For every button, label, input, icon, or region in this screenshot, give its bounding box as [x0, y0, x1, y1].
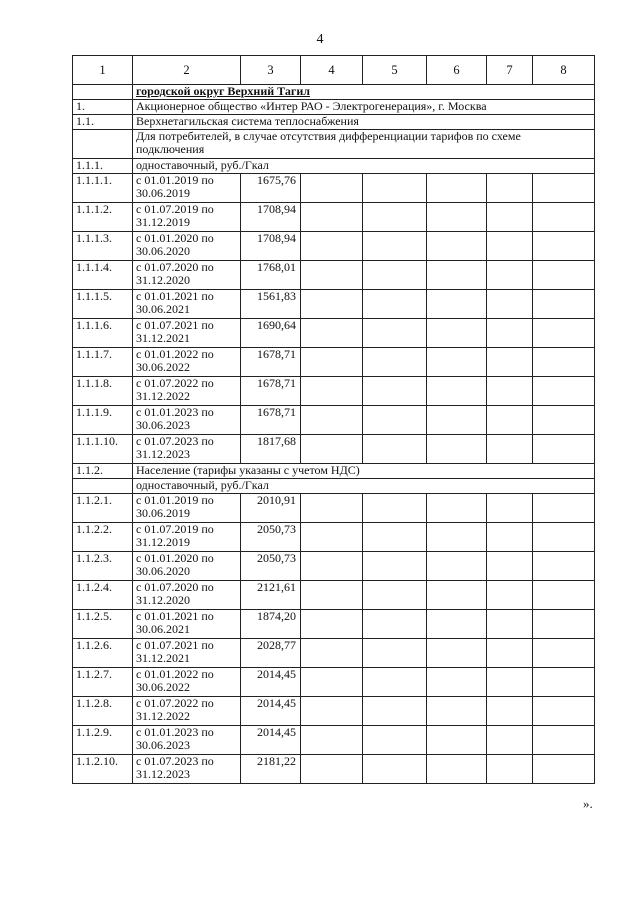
- empty-cell: [487, 319, 533, 348]
- empty-cell: [301, 290, 363, 319]
- row-number: 1.1.2.5.: [73, 610, 133, 639]
- empty-cell: [427, 406, 487, 435]
- empty-cell: [427, 755, 487, 784]
- empty-cell: [363, 319, 427, 348]
- column-header: 5: [363, 56, 427, 85]
- row-number: [73, 479, 133, 494]
- period-cell: с 01.07.2021 по 31.12.2021: [133, 319, 241, 348]
- row-number: 1.1.1.1.: [73, 174, 133, 203]
- column-header: 8: [533, 56, 595, 85]
- section-title: Население (тарифы указаны с учетом НДС): [133, 464, 595, 479]
- empty-cell: [301, 697, 363, 726]
- empty-cell: [301, 261, 363, 290]
- tariff-value-cell: 2181,22: [241, 755, 301, 784]
- period-cell: с 01.01.2021 по 30.06.2021: [133, 610, 241, 639]
- tariff-row: [73, 697, 595, 726]
- empty-cell: [487, 261, 533, 290]
- tariff-value-cell: 1708,94: [241, 232, 301, 261]
- tariff-value-cell: 2010,91: [241, 494, 301, 523]
- empty-cell: [301, 203, 363, 232]
- empty-cell: [301, 319, 363, 348]
- row-number: 1.1.2.8.: [73, 697, 133, 726]
- tariff-value-cell: 1678,71: [241, 406, 301, 435]
- tariff-row: [73, 639, 595, 668]
- tariff-row: [73, 726, 595, 755]
- empty-cell: [427, 581, 487, 610]
- empty-cell: [487, 697, 533, 726]
- empty-cell: [533, 435, 595, 464]
- period-cell: с 01.07.2020 по 31.12.2020: [133, 261, 241, 290]
- tariff-value-cell: 1817,68: [241, 435, 301, 464]
- empty-cell: [301, 610, 363, 639]
- section-row: [73, 159, 595, 174]
- period-cell: с 01.07.2023 по 31.12.2023: [133, 435, 241, 464]
- empty-cell: [301, 755, 363, 784]
- tariff-value-cell: 2050,73: [241, 523, 301, 552]
- period-cell: с 01.01.2023 по 30.06.2023: [133, 406, 241, 435]
- row-number: 1.1.: [73, 115, 133, 130]
- section-row: [73, 85, 595, 100]
- empty-cell: [363, 261, 427, 290]
- tariff-row: [73, 377, 595, 406]
- period-cell: с 01.01.2023 по 30.06.2023: [133, 726, 241, 755]
- tariff-row: [73, 435, 595, 464]
- tariff-value-cell: 1675,76: [241, 174, 301, 203]
- row-number: 1.1.1.4.: [73, 261, 133, 290]
- empty-cell: [487, 435, 533, 464]
- period-cell: с 01.07.2022 по 31.12.2022: [133, 697, 241, 726]
- tariff-value-cell: 2014,45: [241, 726, 301, 755]
- empty-cell: [427, 523, 487, 552]
- period-cell: с 01.01.2020 по 30.06.2020: [133, 552, 241, 581]
- period-cell: с 01.01.2020 по 30.06.2020: [133, 232, 241, 261]
- row-number: [73, 85, 133, 100]
- empty-cell: [363, 377, 427, 406]
- row-number: 1.1.2.6.: [73, 639, 133, 668]
- empty-cell: [533, 552, 595, 581]
- tariff-row: [73, 610, 595, 639]
- tariff-row: [73, 494, 595, 523]
- empty-cell: [301, 639, 363, 668]
- empty-cell: [427, 290, 487, 319]
- row-number: 1.1.1.5.: [73, 290, 133, 319]
- empty-cell: [533, 697, 595, 726]
- row-number: 1.1.1.10.: [73, 435, 133, 464]
- empty-cell: [533, 726, 595, 755]
- empty-cell: [533, 494, 595, 523]
- row-number: 1.1.1.3.: [73, 232, 133, 261]
- empty-cell: [427, 319, 487, 348]
- empty-cell: [363, 174, 427, 203]
- column-header: 7: [487, 56, 533, 85]
- empty-cell: [487, 755, 533, 784]
- empty-cell: [533, 668, 595, 697]
- tariff-row: [73, 668, 595, 697]
- page-number: 4: [316, 32, 324, 47]
- empty-cell: [533, 755, 595, 784]
- row-number: 1.1.2.10.: [73, 755, 133, 784]
- empty-cell: [533, 232, 595, 261]
- empty-cell: [301, 232, 363, 261]
- column-header: 4: [301, 56, 363, 85]
- empty-cell: [301, 174, 363, 203]
- empty-cell: [427, 232, 487, 261]
- empty-cell: [533, 639, 595, 668]
- section-title: городской округ Верхний Тагил: [133, 85, 595, 100]
- row-number: 1.1.2.: [73, 464, 133, 479]
- tariff-document: [72, 55, 594, 784]
- column-header: 1: [73, 56, 133, 85]
- row-number: 1.1.2.3.: [73, 552, 133, 581]
- empty-cell: [487, 290, 533, 319]
- empty-cell: [533, 203, 595, 232]
- empty-cell: [301, 552, 363, 581]
- empty-cell: [363, 232, 427, 261]
- section-row: [73, 479, 595, 494]
- tariff-row: [73, 232, 595, 261]
- tariff-row: [73, 581, 595, 610]
- empty-cell: [301, 726, 363, 755]
- empty-cell: [363, 668, 427, 697]
- section-row: [73, 464, 595, 479]
- period-cell: с 01.07.2019 по 31.12.2019: [133, 203, 241, 232]
- empty-cell: [487, 232, 533, 261]
- row-number: 1.1.2.9.: [73, 726, 133, 755]
- empty-cell: [427, 435, 487, 464]
- row-number: 1.1.1.: [73, 159, 133, 174]
- tariff-value-cell: 2121,61: [241, 581, 301, 610]
- empty-cell: [533, 523, 595, 552]
- empty-cell: [363, 435, 427, 464]
- empty-cell: [487, 726, 533, 755]
- period-cell: с 01.01.2022 по 30.06.2022: [133, 668, 241, 697]
- tariff-row: [73, 261, 595, 290]
- period-cell: с 01.07.2019 по 31.12.2019: [133, 523, 241, 552]
- empty-cell: [487, 377, 533, 406]
- empty-cell: [427, 174, 487, 203]
- row-number: 1.: [73, 100, 133, 115]
- empty-cell: [533, 319, 595, 348]
- tariff-table: [72, 55, 595, 784]
- tariff-value-cell: 2050,73: [241, 552, 301, 581]
- empty-cell: [487, 494, 533, 523]
- tariff-row: [73, 523, 595, 552]
- empty-cell: [533, 610, 595, 639]
- period-cell: с 01.01.2019 по 30.06.2019: [133, 494, 241, 523]
- section-title: одноставочный, руб./Гкал: [133, 479, 595, 494]
- tariff-row: [73, 406, 595, 435]
- table-header-row: [73, 56, 595, 85]
- tariff-value-cell: 2014,45: [241, 668, 301, 697]
- empty-cell: [487, 523, 533, 552]
- empty-cell: [427, 494, 487, 523]
- empty-cell: [363, 406, 427, 435]
- tariff-row: [73, 552, 595, 581]
- empty-cell: [533, 290, 595, 319]
- tariff-row: [73, 203, 595, 232]
- empty-cell: [363, 348, 427, 377]
- tariff-row: [73, 348, 595, 377]
- empty-cell: [487, 348, 533, 377]
- empty-cell: [301, 435, 363, 464]
- empty-cell: [487, 581, 533, 610]
- period-cell: с 01.07.2020 по 31.12.2020: [133, 581, 241, 610]
- tariff-value-cell: 1678,71: [241, 377, 301, 406]
- empty-cell: [363, 755, 427, 784]
- closing-quote-mark: ».: [583, 796, 593, 811]
- row-number: [73, 130, 133, 159]
- empty-cell: [487, 639, 533, 668]
- empty-cell: [427, 697, 487, 726]
- empty-cell: [533, 348, 595, 377]
- row-number: 1.1.2.7.: [73, 668, 133, 697]
- empty-cell: [427, 726, 487, 755]
- period-cell: с 01.01.2021 по 30.06.2021: [133, 290, 241, 319]
- empty-cell: [487, 174, 533, 203]
- tariff-value-cell: 1708,94: [241, 203, 301, 232]
- empty-cell: [363, 552, 427, 581]
- tariff-value-cell: 1690,64: [241, 319, 301, 348]
- period-cell: с 01.07.2023 по 31.12.2023: [133, 755, 241, 784]
- section-title: одноставочный, руб./Гкал: [133, 159, 595, 174]
- empty-cell: [427, 610, 487, 639]
- tariff-value-cell: 1678,71: [241, 348, 301, 377]
- empty-cell: [301, 581, 363, 610]
- section-row: [73, 115, 595, 130]
- empty-cell: [427, 348, 487, 377]
- row-number: 1.1.1.8.: [73, 377, 133, 406]
- row-number: 1.1.2.1.: [73, 494, 133, 523]
- empty-cell: [363, 697, 427, 726]
- empty-cell: [363, 290, 427, 319]
- empty-cell: [533, 174, 595, 203]
- period-cell: с 01.07.2022 по 31.12.2022: [133, 377, 241, 406]
- tariff-row: [73, 290, 595, 319]
- empty-cell: [533, 581, 595, 610]
- empty-cell: [487, 668, 533, 697]
- empty-cell: [487, 610, 533, 639]
- empty-cell: [363, 523, 427, 552]
- row-number: 1.1.1.2.: [73, 203, 133, 232]
- empty-cell: [427, 377, 487, 406]
- row-number: 1.1.2.2.: [73, 523, 133, 552]
- tariff-row: [73, 755, 595, 784]
- empty-cell: [301, 406, 363, 435]
- tariff-value-cell: 2014,45: [241, 697, 301, 726]
- empty-cell: [427, 639, 487, 668]
- empty-cell: [533, 377, 595, 406]
- empty-cell: [427, 552, 487, 581]
- row-number: 1.1.1.6.: [73, 319, 133, 348]
- row-number: 1.1.1.7.: [73, 348, 133, 377]
- empty-cell: [301, 494, 363, 523]
- empty-cell: [301, 377, 363, 406]
- section-row: [73, 130, 595, 159]
- section-title: Для потребителей, в случае отсутствия дифференциации тарифов по схеме подключения: [133, 130, 595, 159]
- tariff-value-cell: 2028,77: [241, 639, 301, 668]
- empty-cell: [427, 261, 487, 290]
- section-title: Верхнетагильская система теплоснабжения: [133, 115, 595, 130]
- empty-cell: [363, 581, 427, 610]
- column-header: 2: [133, 56, 241, 85]
- empty-cell: [427, 203, 487, 232]
- empty-cell: [533, 261, 595, 290]
- tariff-value-cell: 1561,83: [241, 290, 301, 319]
- period-cell: с 01.07.2021 по 31.12.2021: [133, 639, 241, 668]
- empty-cell: [533, 406, 595, 435]
- period-cell: с 01.01.2019 по 30.06.2019: [133, 174, 241, 203]
- tariff-value-cell: 1768,01: [241, 261, 301, 290]
- column-header: 3: [241, 56, 301, 85]
- tariff-row: [73, 319, 595, 348]
- empty-cell: [487, 203, 533, 232]
- empty-cell: [427, 668, 487, 697]
- tariff-value-cell: 1874,20: [241, 610, 301, 639]
- empty-cell: [487, 406, 533, 435]
- empty-cell: [363, 639, 427, 668]
- row-number: 1.1.2.4.: [73, 581, 133, 610]
- column-header: 6: [427, 56, 487, 85]
- section-row: [73, 100, 595, 115]
- empty-cell: [487, 552, 533, 581]
- empty-cell: [363, 610, 427, 639]
- empty-cell: [301, 668, 363, 697]
- period-cell: с 01.01.2022 по 30.06.2022: [133, 348, 241, 377]
- empty-cell: [301, 523, 363, 552]
- tariff-row: [73, 174, 595, 203]
- empty-cell: [363, 203, 427, 232]
- row-number: 1.1.1.9.: [73, 406, 133, 435]
- section-title: Акционерное общество «Интер РАО - Электрогенерация», г. Москва: [133, 100, 595, 115]
- empty-cell: [301, 348, 363, 377]
- empty-cell: [363, 726, 427, 755]
- empty-cell: [363, 494, 427, 523]
